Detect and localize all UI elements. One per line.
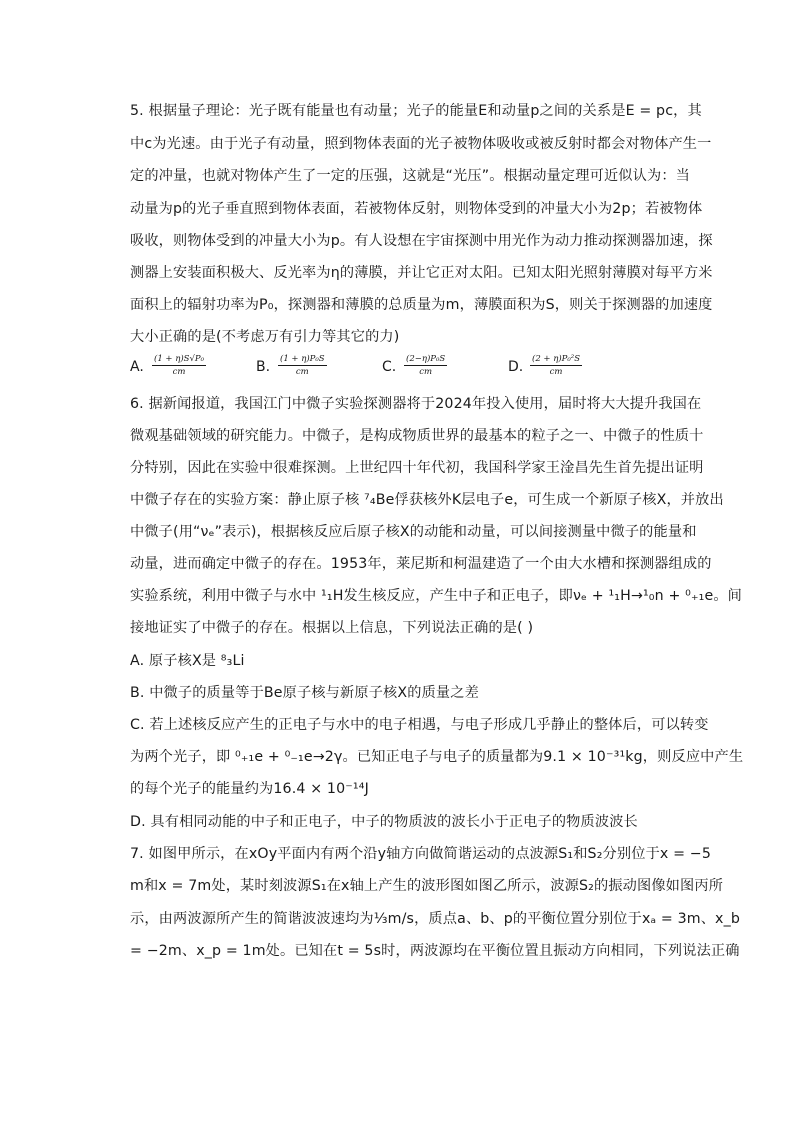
q7-line-4: = −2m、x_p = 1m处。已知在t = 5s时，两波源均在平衡位置且振动方向相同，下列说法正确 bbox=[130, 943, 740, 959]
choice-d-denominator: cm bbox=[549, 367, 563, 377]
choice-d-fraction bbox=[530, 353, 582, 378]
q6-line-4: 中微子存在的实验方案：静止原子核 ⁷₄Be俘获核外K层电子e，可生成一个新原子核X，并放出 bbox=[130, 492, 724, 508]
choice-d-label: D. bbox=[508, 359, 524, 375]
q6-line-2: 微观基础领域的研究能力。中微子，是构成物质世界的最基本的粒子之一、中微子的性质十 bbox=[130, 428, 704, 444]
choice-a-fraction bbox=[152, 353, 206, 378]
q6-option-a[interactable]: A. 原子核X是 ⁸₃Li bbox=[130, 653, 245, 669]
q7-line-2: m和x = 7m处，某时刻波源S₁在x轴上产生的波形图如图乙所示，波源S₂的振动图像如图丙所 bbox=[130, 878, 724, 894]
q5-line-2: 中c为光速。由于光子有动量，照到物体表面的光子被物体吸收或被反射时都会对物体产生一 bbox=[130, 136, 712, 152]
q6-option-c-line-1[interactable]: C. 若上述核反应产生的正电子与水中的电子相遇，与电子形成几乎静止的整体后，可以转变 bbox=[130, 717, 709, 733]
choice-b-numerator: (1 + η)P₀S bbox=[280, 354, 325, 364]
q5-line-5: 吸收，则物体受到的冲量大小为p。有人设想在宇宙探测中用光作为动力推动探测器加速，探 bbox=[130, 233, 713, 249]
q5-line-4: 动量为p的光子垂直照到物体表面，若被物体反射，则物体受到的冲量大小为2p；若被物体 bbox=[130, 201, 703, 217]
q6-line-6: 动量，进而确定中微子的存在。1953年，莱尼斯和柯温建造了一个由大水槽和探测器组成的 bbox=[130, 556, 712, 572]
q5-line-3: 定的冲量，也就对物体产生了一定的压强，这就是“光压”。根据动量定理可近似认为：当 bbox=[130, 168, 690, 184]
q6-option-c-line-2[interactable]: 为两个光子，即 ⁰₊₁e + ⁰₋₁e→2γ。已知正电子与电子的质量都为9.1 × 10⁻³¹kg，则反应中产生 bbox=[130, 749, 744, 765]
choice-c-label: C. bbox=[382, 359, 397, 375]
q6-option-d[interactable]: D. 具有相同动能的中子和正电子，中子的物质波的波长小于正电子的物质波波长 bbox=[130, 814, 638, 830]
q6-line-5: 中微子(用“νₑ”表示)，根据核反应后原子核X的动能和动量，可以间接测量中微子的能量和 bbox=[130, 524, 697, 540]
q6-option-b[interactable]: B. 中微子的质量等于Be原子核与新原子核X的质量之差 bbox=[130, 685, 479, 701]
choice-b-fraction bbox=[278, 353, 327, 378]
choice-d-numerator: (2 + η)P₀²S bbox=[532, 354, 581, 364]
q7-line-1: 7. 如图甲所示，在xOy平面内有两个沿y轴方向做简谐运动的点波源S₁和S₂分别位于x = −5 bbox=[130, 846, 712, 862]
q5-line-1: 5. 根据量子理论：光子既有能量也有动量；光子的能量E和动量p之间的关系是E = pc，其 bbox=[130, 103, 702, 119]
q6-line-3: 分特别，因此在实验中很难探测。上世纪四十年代初，我国科学家王淦昌先生首先提出证明 bbox=[130, 460, 704, 476]
choice-c-numerator: (2−η)P₀S bbox=[406, 354, 446, 364]
choice-c-fraction bbox=[404, 353, 447, 378]
choice-a-label: A. bbox=[130, 359, 144, 375]
q7-line-3: 示，由两波源所产生的简谐波波速均为⅓m/s，质点a、b、p的平衡位置分别位于xₐ = 3m、x_b bbox=[130, 911, 741, 927]
q6-line-8: 接地证实了中微子的存在。根据以上信息，下列说法正确的是( ) bbox=[130, 620, 534, 636]
choice-b-denominator: cm bbox=[295, 367, 309, 377]
choice-c-denominator: cm bbox=[419, 367, 433, 377]
q5-line-7: 面积上的辐射功率为P₀，探测器和薄膜的总质量为m，薄膜面积为S，则关于探测器的加速度 bbox=[130, 297, 713, 313]
q6-line-7: 实验系统，利用中微子与水中 ¹₁H发生核反应，产生中子和正电子，即νₑ + ¹₁H→¹₀n + ⁰₊₁e。间 bbox=[130, 588, 743, 604]
q6-line-1: 6. 据新闻报道，我国江门中微子实验探测器将于2024年投入使用，届时将大大提升我国在 bbox=[130, 396, 702, 412]
choice-a-denominator: cm bbox=[172, 367, 186, 377]
q5-choices bbox=[130, 353, 690, 383]
choice-a-numerator: (1 + η)S√P₀ bbox=[154, 354, 205, 364]
q5-line-8: 大小正确的是(不考虑万有引力等其它的力) bbox=[130, 329, 400, 345]
q5-line-6: 测器上安装面积极大、反光率为η的薄膜，并让它正对太阳。已知太阳光照射薄膜对每平方米 bbox=[130, 265, 713, 281]
choice-b-label: B. bbox=[256, 359, 271, 375]
q6-option-c-line-3[interactable]: 的每个光子的能量约为16.4 × 10⁻¹⁴J bbox=[130, 781, 369, 797]
